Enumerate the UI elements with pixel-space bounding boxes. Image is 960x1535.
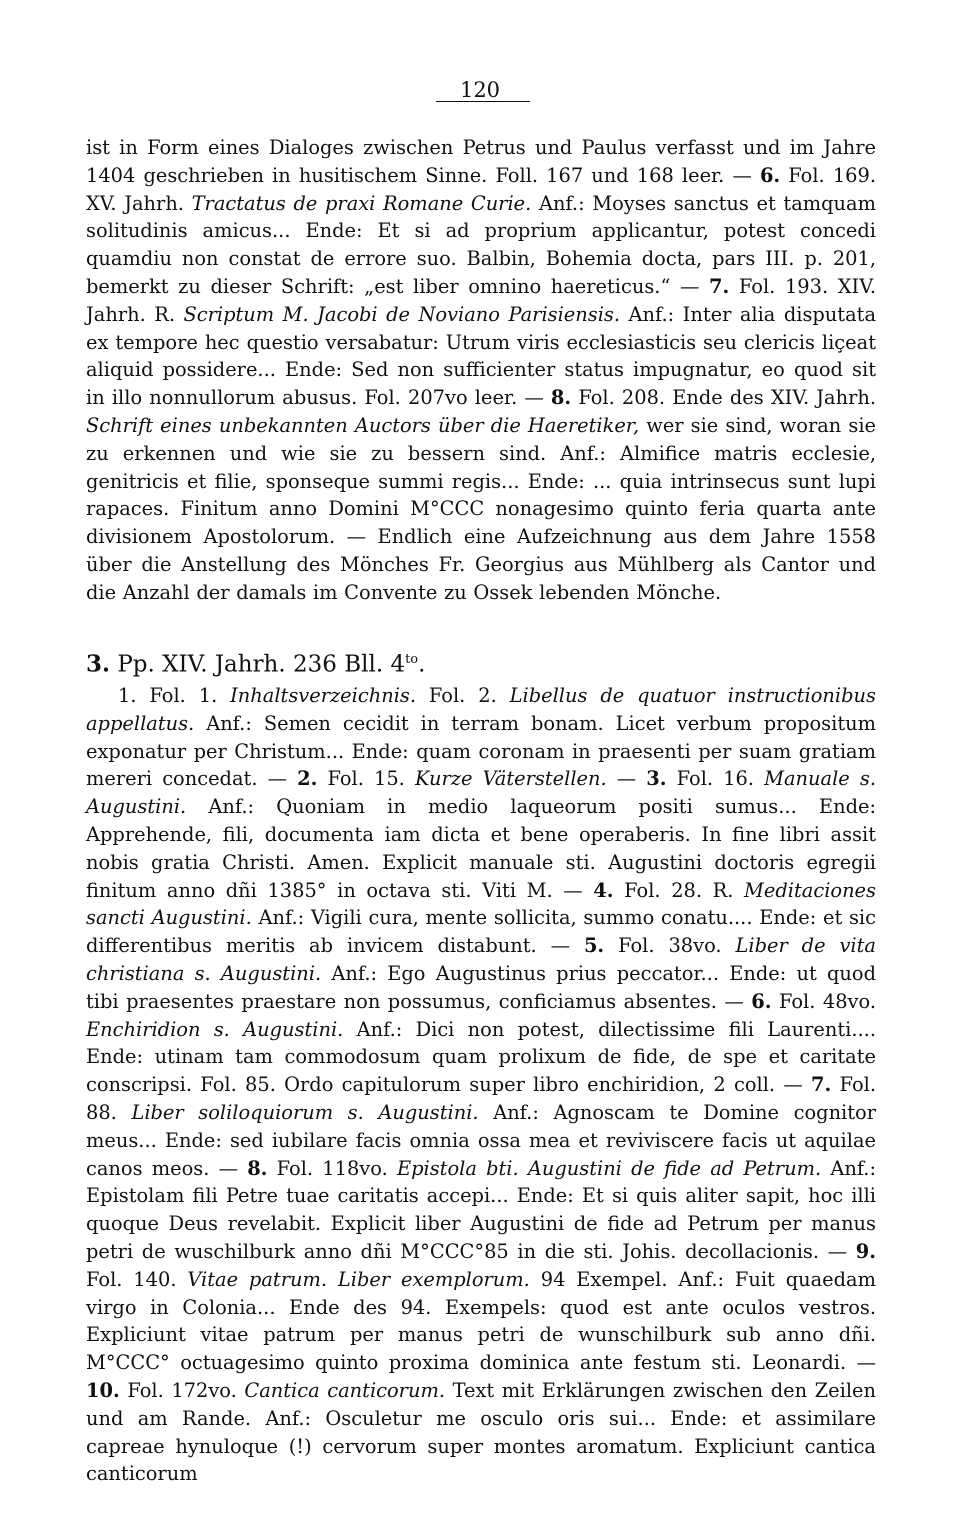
paragraph-2-run: Fol. 140. bbox=[86, 1267, 188, 1291]
paragraph-2-run: Fol. 38vo. bbox=[604, 934, 736, 958]
paragraph-1-run: Tractatus de praxi Romane Curie. bbox=[191, 191, 532, 215]
paragraph-1-run: 8. bbox=[550, 386, 572, 410]
section-title-end: . bbox=[418, 651, 426, 678]
paragraph-2-run: Fol. 172vo. bbox=[119, 1378, 245, 1402]
paragraph-2-run: 8. bbox=[247, 1156, 268, 1180]
paragraph-2-run: Kurze Väterstellen. bbox=[414, 767, 607, 791]
paragraph-2-run: Text mit Erklärungen zwischen den Zeilen und am Rande. Anf.: Osculetur me osculo oris sui... Ende: et assimilare capreae hynuloque (!) cervorum super montes aromatum. Expliciunt cantica canticorum bbox=[86, 1378, 876, 1486]
paragraph-2-run: Liber soliloquiorum s. Augustini. bbox=[131, 1100, 479, 1124]
paragraph-2-run: 5. bbox=[583, 934, 605, 958]
paragraph-2-run: 9. bbox=[855, 1239, 876, 1263]
paragraph-2-run: Enchiridion s. Augustini. bbox=[86, 1017, 344, 1041]
section-format-superscript: to bbox=[405, 652, 419, 667]
paragraph-2-run: 94 Exempel. Anf.: Fuit quaedam virgo in Colonia... Ende des 94. Exempels: quod est ante oculos vestros. Expliciunt vitae patrum per manus petri de wunschilburk sub anno dñi. M°CCC° octuagesimo quinto proxima dominica ante festum sti. Leonardi. — bbox=[86, 1267, 877, 1375]
paragraph-2-run: Anf.: Ego Augustinus prius peccator... Ende: ut quod tibi praesentes praestare non possumus, conficiamus absentes. — bbox=[86, 961, 876, 1013]
paragraph-1-run: Schrift eines unbekannten Auctors über die Haeretiker, bbox=[86, 413, 640, 437]
catalog-entry-contents bbox=[86, 682, 876, 1488]
paragraph-1-run: Anf.: Inter alia disputata ex tempore hec questio versabatur: Utrum viris ecclesiasticis seu clericis liçeat aliquid possidere... Ende: Sed non sufficienter status impugnatur, eo quod sit in illo nonnullorum abusus. Fol. 207vo leer. — bbox=[86, 302, 877, 410]
paragraph-2-run: Epistola bti. Augustini de fide ad Petrum. bbox=[396, 1156, 822, 1180]
paragraph-2-run: Libellus de quatuor instructionibus appellatus. bbox=[86, 684, 876, 735]
paragraph-2-run: Anf.: Agnoscam te Domine cognitor meus... Ende: sed iubilare facis omnia ossa mea et reviviscere facis ut aquilae canos meos. — bbox=[86, 1100, 876, 1180]
catalog-entry-continuation bbox=[86, 134, 876, 607]
paragraph-2-run: Anf.: Epistolam fili Petre tuae caritatis accepi... Ende: Et si quis aliter sapit, hoc illi quoque Deus revelabit. Explicit liber Augustini de fide ad Petrum per manus petri de wuschilburk anno dñi M°CCC°85 in die sti. Johis. decollacionis. — bbox=[86, 1156, 876, 1263]
paragraph-2-run: Fol. 48vo. bbox=[771, 989, 876, 1013]
paragraph-2-run: Anf.: Quoniam in medio laqueorum positi sumus... Ende: Apprehende, fili, documenta iam dicta et bene operaberis. In fine libri assit nobis gratia Christi. Amen. Explicit manuale sti. Augustini doctoris egregii finitum anno dñi 1385° in octava sti. Viti M. — bbox=[86, 795, 876, 902]
paragraph-2-run: Fol. 2. bbox=[416, 684, 510, 707]
paragraph-2-run: 6. bbox=[751, 989, 772, 1013]
paragraph-2-run: Cantica canticorum. bbox=[244, 1378, 445, 1402]
paragraph-2-run: 10. bbox=[86, 1378, 120, 1402]
paragraph-1-run: wer sie sind, woran sie zu erkennen und wie sie zu bessern sind. Anf.: Almifice matris ecclesie, genitricis et filie, sponseque summi regis... Ende: ... quia intrinsecus sunt lupi rapaces. Finitum anno Domini M°CCC nonagesimo quinto feria quarta ante divisionem Apostolorum. — Endlich eine Aufzeichnung aus dem Jahre 1558 über die Anstellung des Mönches Fr. Georgius aus Mühlberg als Cantor und die Anzahl der damals im Convente zu Ossek lebenden Mönche. bbox=[86, 413, 876, 604]
paragraph-2-run: Manuale s. Augustini. bbox=[86, 767, 876, 819]
paragraph-2 bbox=[86, 682, 876, 1488]
paragraph-1-run: ist in Form eines Dialoges zwischen Petrus und Paulus verfasst und im Jahre 1404 geschrieben in husitischem Sinne. Foll. 167 und 168 leer. — bbox=[86, 136, 876, 187]
paragraph-2-run: Liber de vita christiana s. Augustini. bbox=[86, 934, 876, 985]
paragraph-2-run: Inhaltsverzeichnis. bbox=[230, 684, 417, 707]
paragraph-2-run: Meditaciones sancti Augustini. bbox=[86, 878, 876, 930]
paragraph-2-run: Fol. 16. bbox=[666, 767, 765, 791]
paragraph-2-run: 4. bbox=[593, 878, 614, 902]
paragraph-1-run: 6. bbox=[759, 163, 781, 187]
paragraph-2-run: 2. bbox=[297, 767, 318, 791]
paragraph-1-run: Fol. 169. XV. Jahrh. bbox=[86, 163, 876, 215]
paragraph-1-run: Fol. 193. XIV. Jahrh. R. bbox=[86, 274, 876, 326]
paragraph-2-run: — bbox=[606, 767, 647, 791]
paragraph-2-run: Vitae patrum. Liber exemplorum. bbox=[187, 1267, 530, 1291]
paragraph-1-run: Anf.: Moyses sanctus et tamquam solitudinis amicus... Ende: Et si ad proprium applicantur, potest concedi quamdiu non constat de errore suo. Balbin, Bohemia docta, pars III. p. 201, bemerkt zu dieser Schrift: „est liber omnino haereticus.“ — bbox=[86, 191, 876, 298]
paragraph-2-run: Fol. 28. R. bbox=[613, 878, 745, 902]
paragraph-2-run: Fol. 88. bbox=[86, 1073, 876, 1124]
paragraph-2-run: Fol. 118vo. bbox=[267, 1156, 397, 1180]
paragraph-1 bbox=[86, 134, 876, 607]
paragraph-2-run: Fol. 15. bbox=[317, 767, 415, 791]
paragraph-2-run: 1. Fol. 1. bbox=[118, 684, 231, 707]
paragraph-1-run: Scriptum M. Jacobi de Noviano Parisiensis. bbox=[183, 302, 621, 326]
section-title: Pp. XIV. Jahrh. 236 Bll. 4 bbox=[110, 651, 406, 678]
paragraph-2-run: Anf.: Dici non potest, dilectissime fili Laurenti.... Ende: utinam tam commodosum quam prolixum de fide, de spe et caritate conscripsi. Fol. 85. Ordo capitulorum super libro enchiridion, 2 coll. — bbox=[86, 1017, 876, 1097]
page-number-rule bbox=[436, 101, 530, 102]
paragraph-2-run: 7. bbox=[811, 1073, 832, 1097]
paragraph-1-run: Fol. 208. Ende des XIV. Jahrh. bbox=[571, 386, 877, 410]
paragraph-1-run: 7. bbox=[709, 274, 730, 298]
paragraph-2-run: 3. bbox=[646, 767, 667, 791]
page-number: 120 bbox=[459, 78, 501, 102]
paragraph-2-run: Anf.: Vigili cura, mente sollicita, summo conatu.... Ende: et sic differentibus meritis ab invicem distabunt. — bbox=[86, 906, 876, 958]
section-number: 3. bbox=[86, 650, 111, 678]
paragraph-2-run: Anf.: Semen cecidit in terram bonam. Licet verbum propositum exponatur per Christum... Ende: quam coronam in praesenti per suam gratiam mereri concedat. — bbox=[86, 711, 876, 791]
section-heading bbox=[86, 645, 425, 680]
